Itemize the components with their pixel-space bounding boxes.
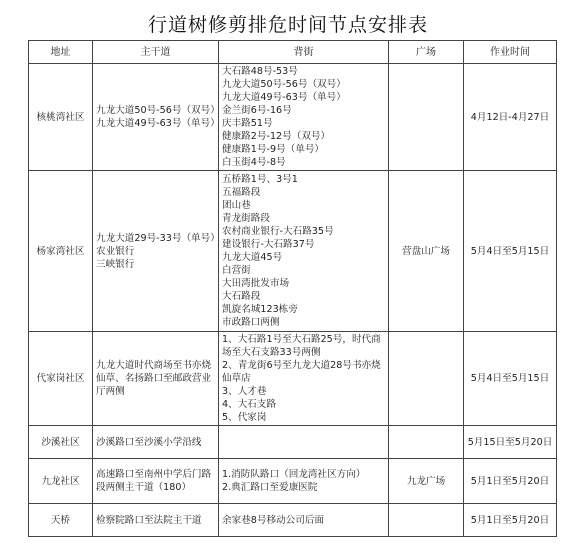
- main-road-line: 三峡银行: [96, 258, 135, 270]
- back-street-line: 白玉街4号-8号: [222, 157, 286, 168]
- time-cell: 5月15日至5月20日: [464, 426, 557, 459]
- column-header-back-street: 背街: [219, 41, 389, 64]
- main-road-cell: [93, 171, 219, 332]
- plaza-cell: 营盘山广场: [389, 171, 464, 332]
- main-road-cell: [93, 459, 219, 504]
- column-header-address: 地址: [29, 41, 93, 64]
- main-road-line: 九龙大道29号-33号（单号）: [96, 232, 220, 244]
- table-row: [29, 332, 557, 426]
- back-street-line: 5、代家岗: [222, 412, 267, 423]
- back-street-line: 团山巷: [222, 200, 251, 211]
- back-street-line: 建设银行-大石路37号: [222, 239, 315, 250]
- time-cell: 5月1日至5月20日: [464, 504, 557, 537]
- back-street-line: 余家巷8号移动公司后面: [222, 514, 325, 526]
- main-road-line: 农业银行: [96, 245, 135, 257]
- column-header-plaza: 广场: [389, 41, 464, 64]
- back-street-line: 3、人才巷: [222, 386, 267, 397]
- plaza-cell: [389, 504, 464, 537]
- plaza-cell: [389, 332, 464, 426]
- back-street-line: 九龙大道49号-63号（单号）: [222, 92, 346, 103]
- address-cell: 九龙社区: [29, 459, 93, 504]
- back-street-line: 2.典汇路口至爱康医院: [222, 482, 318, 493]
- main-road-line: 检察院路口至法院主干道: [96, 514, 202, 526]
- back-street-line: 五福路段: [222, 187, 261, 198]
- table-row: [29, 171, 557, 332]
- back-street-line: 1、大石路1号至大石路25号，时代商场至大石支路33号两侧: [222, 334, 381, 358]
- column-header-time: 作业时间: [464, 41, 557, 64]
- table-row: [29, 459, 557, 504]
- back-street-cell: [219, 504, 389, 537]
- back-street-line: 大石路48号-53号: [222, 66, 298, 77]
- back-street-line: 市政路口两侧: [222, 317, 280, 328]
- table-header-row: [29, 41, 557, 64]
- main-road-cell: [93, 504, 219, 537]
- schedule-table: [28, 40, 557, 537]
- main-road-line: 九龙大道时代商场至书亦烧仙草、名扬路口至邮政营业厅两侧: [96, 360, 212, 397]
- back-street-cell: [219, 171, 389, 332]
- address-cell: 天桥: [29, 504, 93, 537]
- back-street-line: 大田湾批发市场: [222, 278, 290, 289]
- address-cell: 沙溪社区: [29, 426, 93, 459]
- back-street-line: 九龙大道45号: [222, 252, 283, 263]
- time-cell: 5月1日至5月20日: [464, 459, 557, 504]
- main-road-line: 高速路口至南州中学后门路段两侧主干道（180）: [96, 469, 212, 493]
- time-cell: 5月4日至5月15日: [464, 332, 557, 426]
- back-street-line: 1.消防队路口（回龙湾社区方向）: [222, 469, 366, 480]
- table-row: [29, 64, 557, 171]
- address-cell: 核桃湾社区: [29, 64, 93, 171]
- back-street-line: 健康路1号-9号（单号）: [222, 144, 325, 155]
- back-street-cell: [219, 332, 389, 426]
- plaza-cell: [389, 64, 464, 171]
- back-street-line: 庆丰路51号: [222, 118, 273, 129]
- back-street-line: 金兰街6号-16号: [222, 105, 292, 116]
- main-road-line: 沙溪路口至沙溪小学沿线: [96, 436, 202, 448]
- address-cell: 杨家湾社区: [29, 171, 93, 332]
- back-street-line: 白营街: [222, 265, 251, 276]
- main-road-cell: [93, 64, 219, 171]
- main-road-line: 九龙大道50号-56号（双号）: [96, 105, 220, 116]
- table-row: [29, 504, 557, 537]
- back-street-line: 2、青龙街6号至九龙大道28号书亦烧仙草店: [222, 360, 381, 384]
- address-cell: 代家岗社区: [29, 332, 93, 426]
- column-header-main-road: 主干道: [93, 41, 219, 64]
- page-title: 行道树修剪排危时间节点安排表: [147, 14, 428, 36]
- plaza-cell: 九龙广场: [389, 459, 464, 504]
- table-row: [29, 426, 557, 459]
- main-road-cell: [93, 332, 219, 426]
- back-street-cell: [219, 426, 389, 459]
- back-street-line: 大石路段: [222, 291, 261, 302]
- back-street-cell: [219, 64, 389, 171]
- back-street-line: 凯旋名城123栋旁: [222, 304, 298, 315]
- back-street-line: 4、大石支路: [222, 399, 277, 410]
- main-road-cell: [93, 426, 219, 459]
- time-cell: 5月4日至5月15日: [464, 171, 557, 332]
- back-street-line: 五桥路1号、3号1: [222, 174, 298, 185]
- main-road-line: 九龙大道49号-63号（单号）: [96, 118, 220, 129]
- back-street-line: 农村商业银行-大石路35号: [222, 226, 334, 237]
- back-street-cell: [219, 459, 389, 504]
- time-cell: 4月12日-4月27日: [464, 64, 557, 171]
- plaza-cell: [389, 426, 464, 459]
- back-street-line: 九龙大道50号-56号（双号）: [222, 79, 346, 90]
- back-street-line: 健康路2号-12号（双号）: [222, 131, 331, 142]
- back-street-line: 青龙街路段: [222, 213, 270, 224]
